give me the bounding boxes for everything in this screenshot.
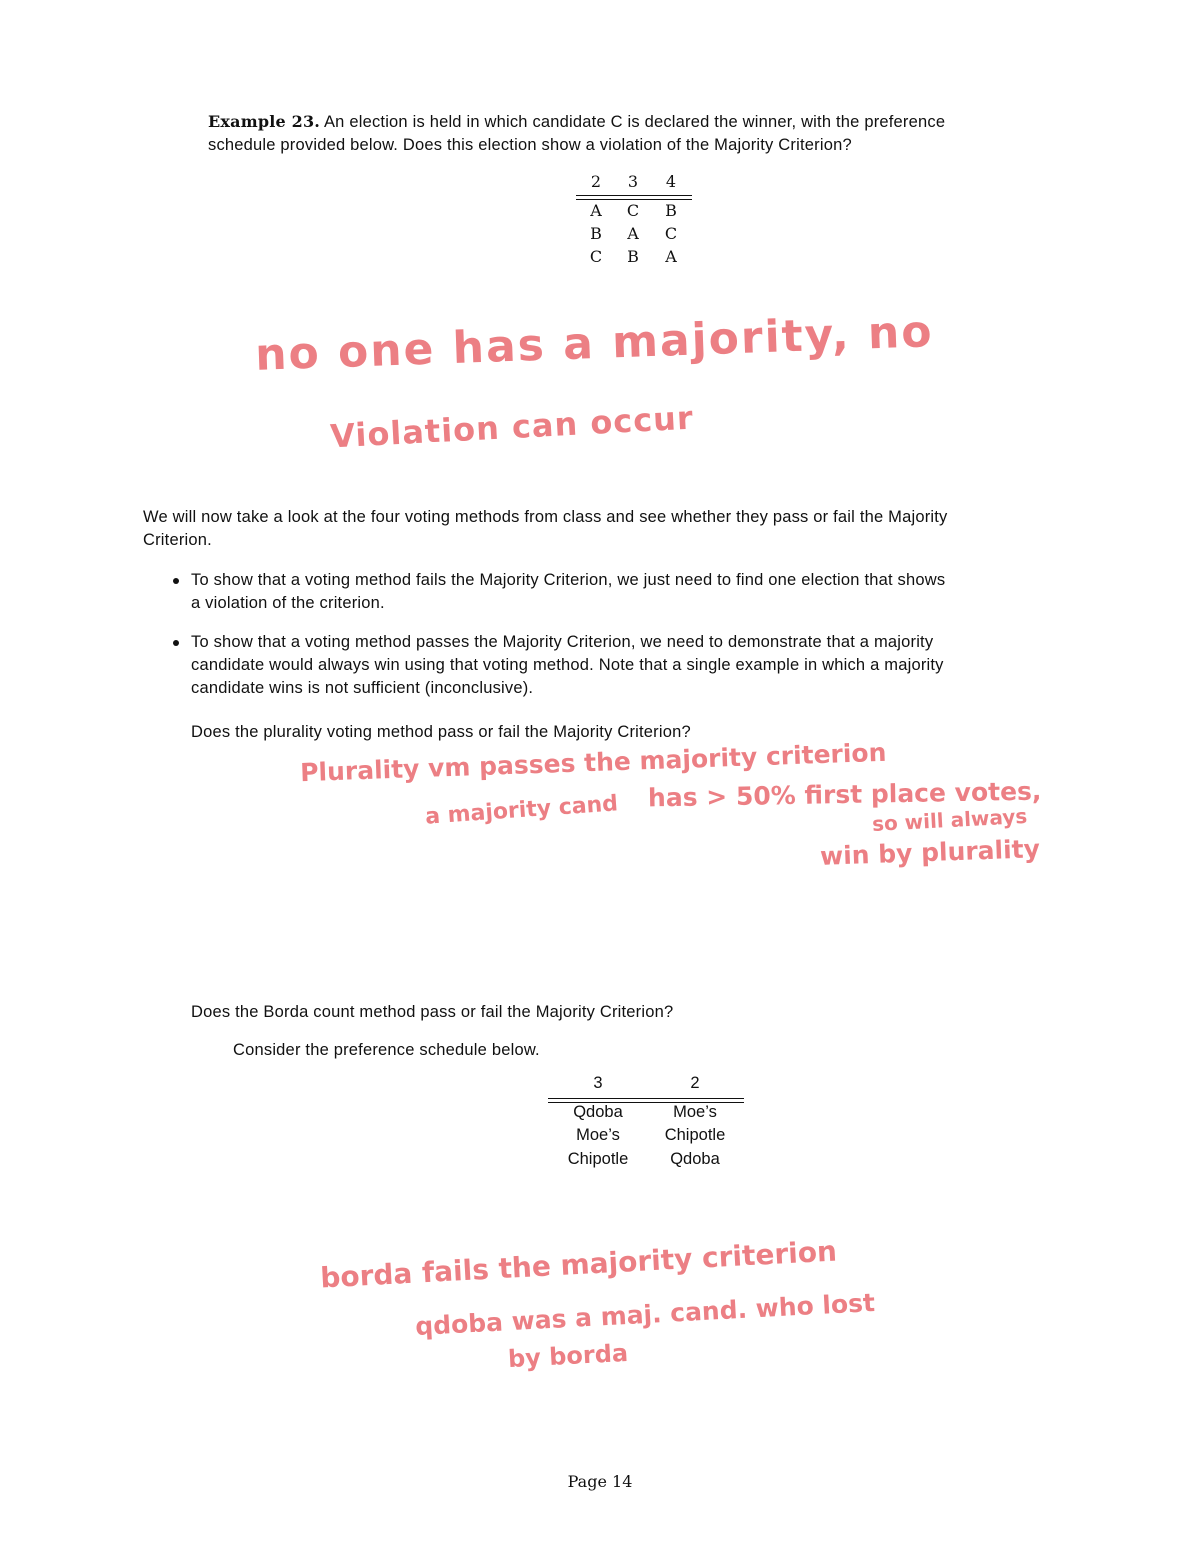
- handwritten-note-line: borda fails the majority criterion: [319, 1234, 838, 1295]
- example-label: Example 23.: [208, 112, 321, 131]
- table1-cell: C: [664, 224, 678, 243]
- handwritten-note-line: so will always: [871, 803, 1028, 837]
- table2-cell: Moe’s: [576, 1126, 620, 1144]
- handwritten-note-line: Violation can occur: [329, 398, 695, 456]
- page-number: Page 14: [567, 1472, 633, 1491]
- bullet-line: To show that a voting method fails the Majority Criterion, we just need to find one election that shows: [191, 571, 946, 589]
- bullet-item: [191, 631, 1071, 700]
- table1-cell: A: [665, 247, 677, 266]
- handwritten-note-line: has > 50% first place votes,: [647, 776, 1042, 813]
- bullet-line: a violation of the criterion.: [191, 594, 385, 612]
- table2-header: 3: [593, 1074, 603, 1092]
- table2-cell: Moe’s: [673, 1103, 717, 1121]
- table1-cell: B: [627, 247, 639, 266]
- bullet-dot: [173, 640, 179, 646]
- bullet-line: candidate would always win using that voting method. Note that a single example in which a majority: [191, 656, 944, 674]
- table1-cell: B: [590, 224, 602, 243]
- question-borda: Does the Borda count method pass or fail the Majority Criterion?: [191, 1003, 674, 1021]
- handwritten-note-line: Plurality vm passes the majority criterion: [299, 737, 887, 788]
- table2-header: 2: [690, 1074, 700, 1092]
- table1-rule-top: [576, 195, 692, 196]
- bullet-dot: [173, 578, 179, 584]
- table2-cell: Qdoba: [573, 1103, 623, 1121]
- table1-cell: A: [627, 224, 639, 243]
- bullet-item: [191, 569, 1071, 615]
- table2-rule-top: [548, 1098, 744, 1099]
- handwritten-note-line: a majority cand: [424, 791, 619, 830]
- table1-header: 2: [590, 172, 602, 191]
- table1-cell: C: [589, 247, 603, 266]
- example-paragraph: [208, 110, 1068, 157]
- handwritten-note-line: win by plurality: [819, 834, 1041, 871]
- table1-cell: A: [590, 201, 602, 220]
- handwritten-note-line: qdoba was a maj. cand. who lost: [414, 1287, 876, 1342]
- question-plurality: Does the plurality voting method pass or fail the Majority Criterion?: [191, 723, 691, 741]
- example-line-1: An election is held in which candidate C is declared the winner, with the preference: [323, 113, 946, 131]
- handwritten-note-line: no one has a majority, no: [254, 306, 935, 381]
- table1-header: 4: [665, 172, 677, 191]
- example-line-2: schedule provided below. Does this election show a violation of the Majority Criterion?: [208, 136, 852, 154]
- table1-header: 3: [627, 172, 639, 191]
- table1-rule-bottom: [576, 199, 692, 200]
- bullet-line: To show that a voting method passes the Majority Criterion, we need to demonstrate that a majority: [191, 633, 934, 651]
- consider-text: Consider the preference schedule below.: [233, 1041, 540, 1059]
- handwritten-note-line: by borda: [507, 1338, 629, 1374]
- table2-cell: Chipotle: [567, 1150, 629, 1168]
- table2-cell: Qdoba: [670, 1150, 720, 1168]
- intro-line-2: Criterion.: [143, 531, 212, 549]
- table1-cell: C: [626, 201, 640, 220]
- table1-cell: B: [665, 201, 677, 220]
- intro-paragraph: [143, 506, 1073, 552]
- table2-cell: Chipotle: [664, 1126, 726, 1144]
- bullet-line: candidate wins is not sufficient (inconclusive).: [191, 679, 534, 697]
- intro-line-1: We will now take a look at the four voting methods from class and see whether they pass or fail the Majority: [143, 508, 948, 526]
